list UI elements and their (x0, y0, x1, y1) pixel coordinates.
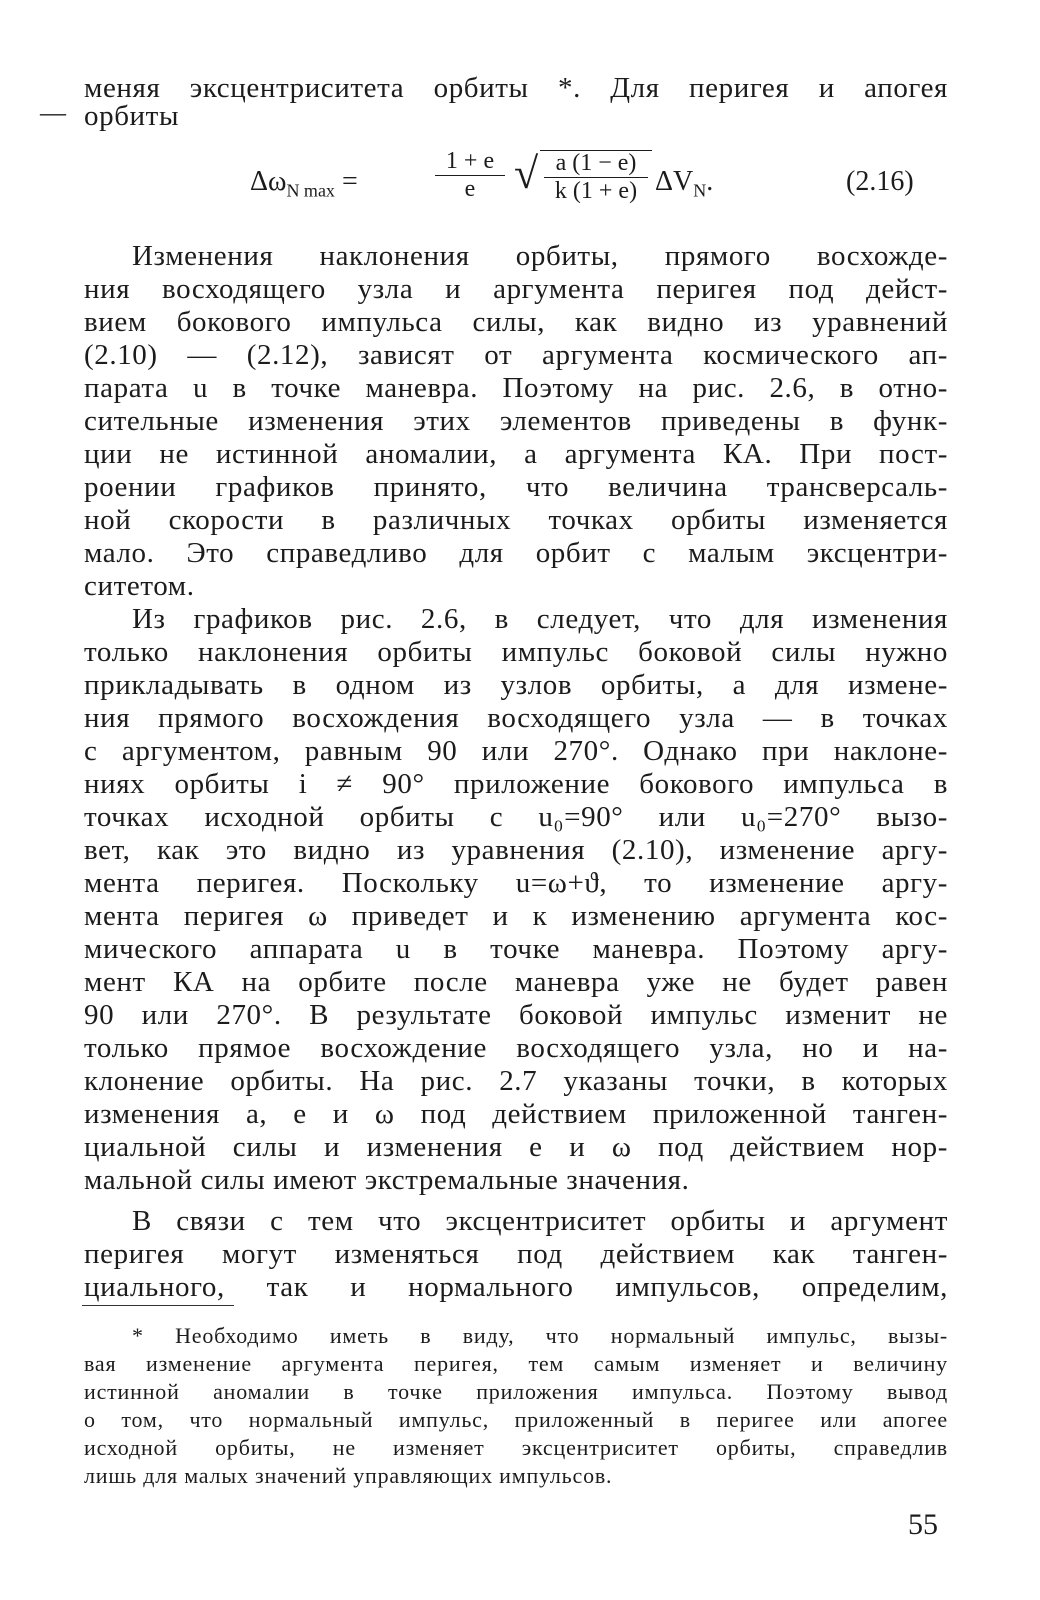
text-line: В связи с тем что эксцентриситет орбиты и аргумент (132, 1205, 948, 1237)
text-line: сительные изменения этих элементов приведены в функ- (84, 405, 948, 437)
text-line: ной скорости в различных точках орбиты изменяется (84, 504, 948, 536)
page-number: 55 (908, 1508, 938, 1541)
text-line: циального, так и нормального импульсов, определим, (84, 1271, 948, 1303)
text-line: только наклонения орбиты импульс боковой силы нужно (84, 636, 948, 668)
footnote-line: вая изменение аргумента перигея, тем самым изменяет и величину (84, 1351, 948, 1376)
footnote-line: * Необходимо иметь в виду, что нормальный импульс, вызы- (132, 1323, 948, 1348)
formula-lhs: $\Delta\omega_{N max}$ = (250, 166, 358, 201)
text-line: орбиты (84, 100, 180, 132)
text-line: циальной силы и изменения e и ω под действием нор- (84, 1131, 948, 1163)
fraction-1: $\frac{1 + e}{e}$ (435, 148, 505, 203)
text-line: прикладывать в одном из узлов орбиты, а для измене- (84, 669, 948, 701)
text-line: мента перигея ω приведет и к изменению аргумента кос- (84, 900, 948, 932)
text-line: изменения a, e и ω под действием приложенной танген- (84, 1098, 948, 1130)
text-line: только прямое восхождение восходящего узла, но и на- (84, 1032, 948, 1064)
text-line: роении графиков принято, что величина трансверсаль- (84, 471, 948, 503)
text-line: мического аппарата u в точке маневра. Поэтому аргу- (84, 933, 948, 965)
text-line: мента перигея. Поскольку u=ω+ϑ, то изменение аргу- (84, 867, 948, 899)
text-line: 90 или 270°. В результате боковой импульс изменит не (84, 999, 948, 1031)
text-line: перигея могут изменяться под действием как танген- (84, 1238, 948, 1270)
text-line: (2.10) — (2.12), зависят от аргумента космического ап- (84, 339, 948, 371)
delta-v: $\Delta V_N$. (655, 166, 714, 201)
footnote-line: исходной орбиты, не изменяет эксцентриситет орбиты, справедлив (84, 1435, 948, 1460)
text-line: Из графиков рис. 2.6, в следует, что для изменения (132, 603, 948, 635)
equation-number: (2.16) (846, 166, 914, 197)
sqrt-sign: √ (514, 149, 539, 198)
text-line: мент КА на орбите после маневра уже не будет равен (84, 966, 948, 998)
margin-dash: — (40, 98, 66, 127)
footnote-separator (82, 1305, 234, 1306)
text-line: ции не истинной аномалии, а аргумента КА. При пост- (84, 438, 948, 470)
footnote-line: истинной аномалии в точке приложения импульса. Поэтому вывод (84, 1379, 948, 1404)
text-line: ния прямого восхождения восходящего узла — в точках (84, 702, 948, 734)
text-line: парата u в точке маневра. Поэтому на рис. 2.6, в отно- (84, 372, 948, 404)
text-line: ниях орбиты i ≠ 90° приложение бокового импульса в (84, 768, 948, 800)
text-line: мальной силы имеют экстремальные значения. (84, 1164, 690, 1196)
footnote-line: лишь для малых значений управляющих импульсов. (84, 1463, 613, 1488)
equation-2-16 (250, 144, 950, 224)
text-line: клонение орбиты. На рис. 2.7 указаны точки, в которых (84, 1065, 948, 1097)
text-line: ситетом. (84, 570, 195, 602)
text-line: Изменения наклонения орбиты, прямого восхожде- (132, 240, 948, 272)
text-line: меняя эксцентриситета орбиты *. Для перигея и апогея (84, 72, 948, 104)
footnote-line: о том, что нормальный импульс, приложенный в перигее или апогее (84, 1407, 948, 1432)
text-line: ния восходящего узла и аргумента перигея под дейст- (84, 273, 948, 305)
fraction-2: $\frac{a (1 - e)}{k (1 + e)}$ (544, 150, 648, 205)
text-line: с аргументом, равным 90 или 270°. Однако при наклоне- (84, 735, 948, 767)
text-line: вет, как это видно из уравнения (2.10), изменение аргу- (84, 834, 948, 866)
text-line: вием бокового импульса силы, как видно из уравнений (84, 306, 948, 338)
text-line: мало. Это справедливо для орбит с малым эксцентри- (84, 537, 948, 569)
text-line: точках исходной орбиты с u₀=90° или u₀=270° вызо- (84, 801, 948, 833)
